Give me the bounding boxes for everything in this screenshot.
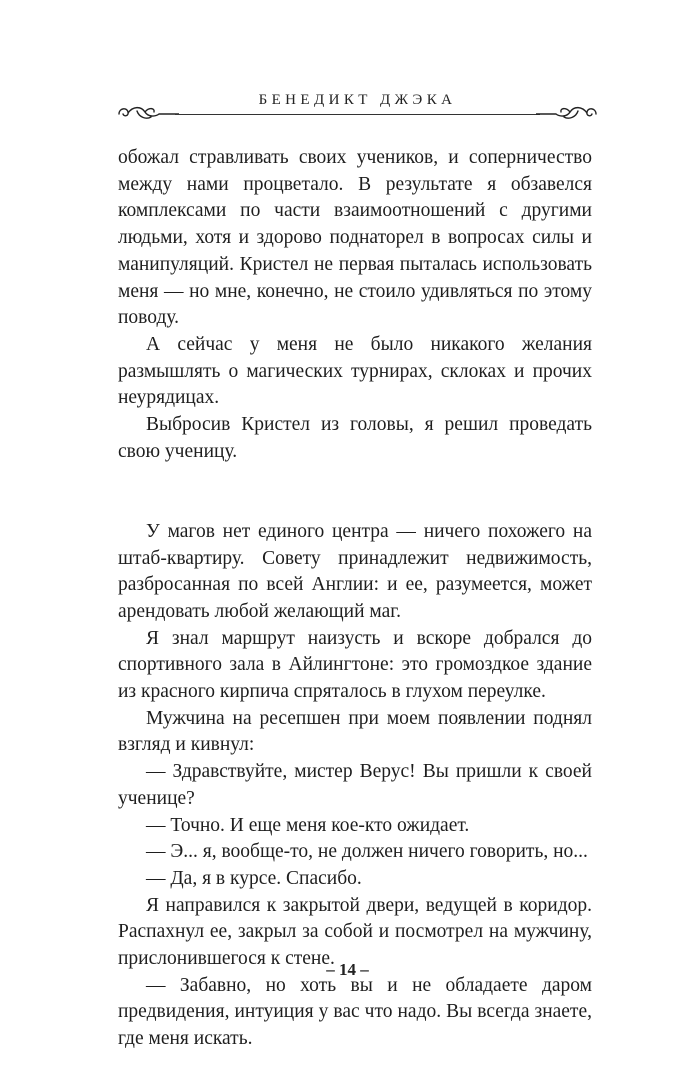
section-break bbox=[118, 465, 592, 492]
paragraph: Мужчина на ресепшен при моем появлении поднял взгляд и кивнул: bbox=[118, 707, 592, 756]
dialogue-line: — Точно. И еще меня кое-кто ожидает. bbox=[146, 814, 470, 836]
running-title: БЕНЕДИКТ ДЖЭКА bbox=[258, 92, 457, 108]
dialogue-line: — Да, я в курсе. Спасибо. bbox=[146, 867, 362, 889]
dialogue-line: — Э... я, вообще-то, не должен ничего говорить, но... bbox=[146, 841, 588, 863]
scroll-ornament-icon bbox=[536, 102, 600, 124]
paragraph: Я направился к закрытой двери, ведущей в коридор. Распахнул ее, закрыл за собой и посмотрел на мужчину, прислонившегося к стене. bbox=[118, 894, 592, 970]
body-text bbox=[118, 145, 592, 1053]
section-break bbox=[118, 492, 592, 519]
running-header bbox=[115, 88, 600, 128]
paragraph: Выбросив Кристел из головы, я решил проведать свою ученицу. bbox=[118, 414, 592, 462]
dialogue-line: — Здравствуйте, мистер Верус! Вы пришли к своей ученице? bbox=[118, 761, 592, 809]
header-rule bbox=[175, 114, 540, 115]
paragraph: Я знал маршрут наизусть и вскоре добрался до спортивного зала в Айлингтоне: это громоздкое здание из красного кирпича спряталось в глухом переулке. bbox=[118, 627, 592, 703]
paragraph: У магов нет единого центра — ничего похожего на штаб-квартиру. Совету принадлежит недвижимость, разбросанная по всей Англии: и ее, разумеется, может арендовать любой желающий маг. bbox=[118, 520, 592, 622]
dialogue-line: — Забавно, но хоть вы и не обладаете даром предвидения, интуиция у вас что надо. Вы всегда знаете, где меня искать. bbox=[118, 974, 592, 1050]
paragraph: обожал стравливать своих учеников, и соперничество между нами процветало. В результате я обзавелся комплексами по части взаимоотношений с другими людьми, хотя и здорово поднаторел в вопросах силы и манипуляций. Кристел не первая пыталась использовать меня — но мне, конечно, не стоило удивляться по этому поводу. bbox=[118, 147, 592, 329]
paragraph: А сейчас у меня не было никакого желания размышлять о магических турнирах, склоках и прочих неурядицах. bbox=[118, 333, 592, 409]
page-number: – 14 – bbox=[326, 960, 369, 979]
